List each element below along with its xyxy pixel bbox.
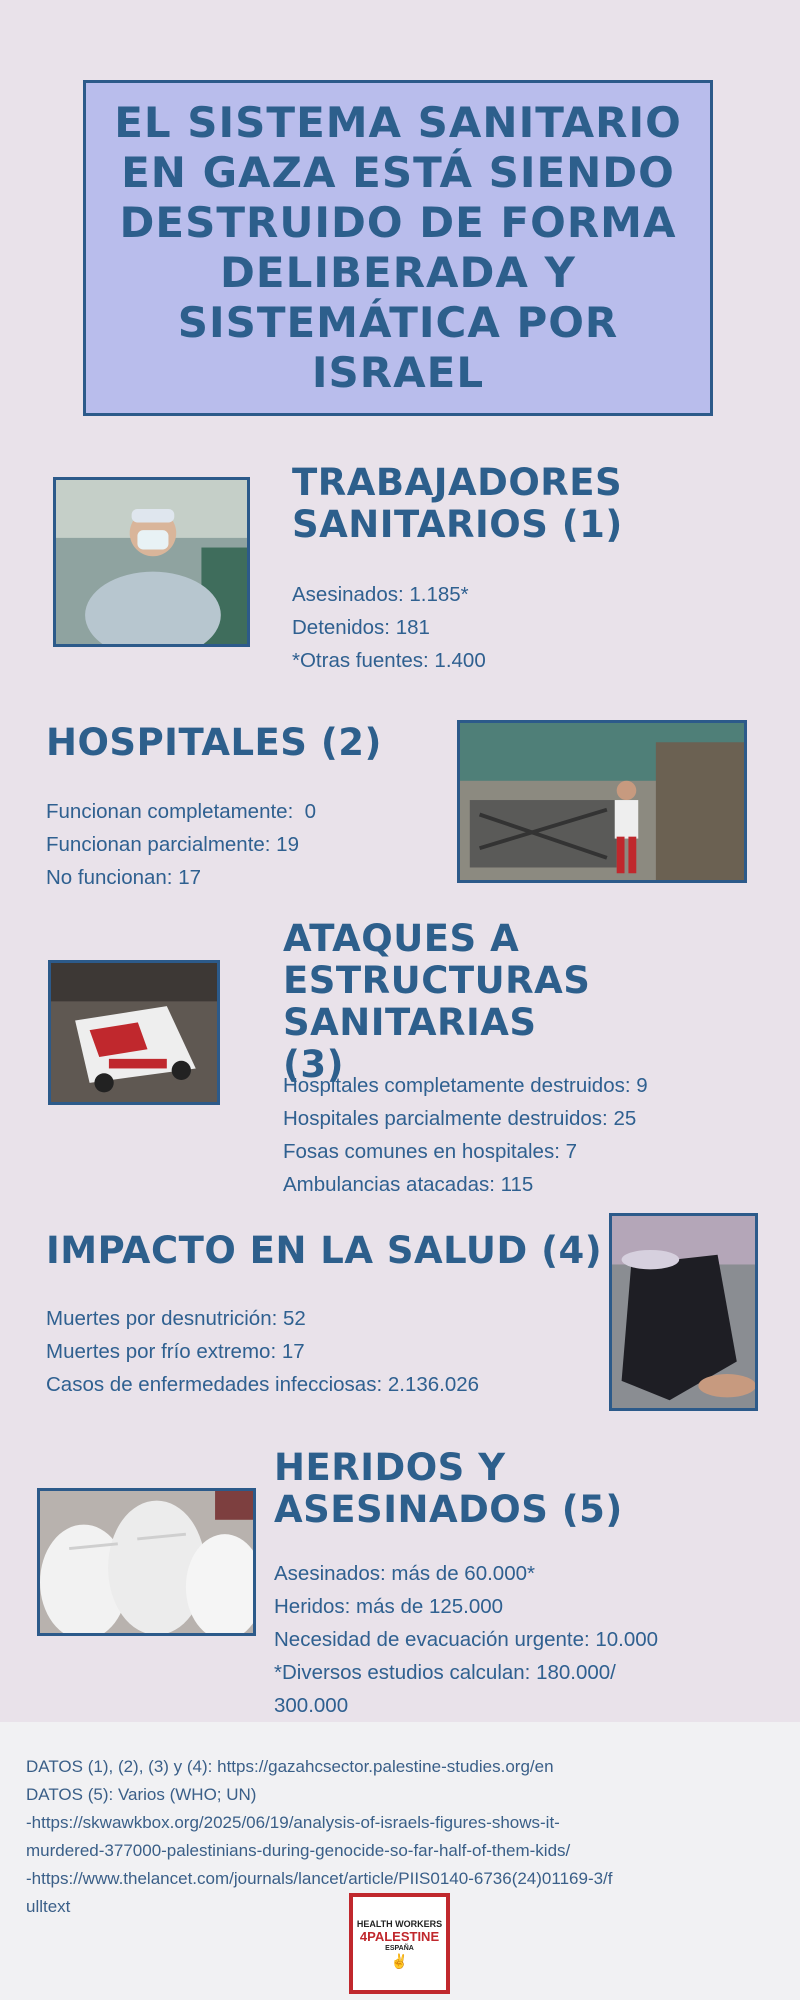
stat-item: Detenidos: 181 (292, 616, 430, 639)
shrouded-bodies-photo (37, 1488, 256, 1636)
stats-list-heridos (274, 1557, 658, 1722)
stat-item: Casos de enfermedades infecciosas: 2.136.026 (46, 1373, 480, 1396)
stat-item: Muertes por frío extremo: 17 (46, 1340, 305, 1363)
stat-item: Asesinados: 1.185* (292, 583, 469, 606)
health-worker-photo (53, 477, 250, 647)
stat-item: 300.000 (274, 1694, 349, 1717)
stat-item: Hospitales completamente destruidos: 9 (283, 1074, 648, 1097)
source-line: -https://www.thelancet.com/journals/lancet/article/PIIS0140-6736(24)01169-3/f (26, 1869, 613, 1888)
source-line: DATOS (1), (2), (3) y (4): https://gazahcsector.palestine-studies.org/en (26, 1757, 554, 1776)
injured-child-photo (609, 1213, 758, 1411)
source-line: murdered-377000-palestinians-during-genocide-so-far-half-of-them-kids/ (26, 1841, 571, 1860)
logo-line: 4PALESTINE (359, 1928, 440, 1944)
stat-item: No funcionan: 17 (46, 866, 202, 889)
stat-item: *Diversos estudios calculan: 180.000/ (274, 1661, 616, 1684)
source-line: DATOS (5): Varios (WHO; UN) (26, 1785, 257, 1804)
stat-item: Funcionan parcialmente: 19 (46, 833, 299, 856)
section-heading-ataques: ATAQUES A ESTRUCTURAS SANITARIAS (3) (283, 917, 591, 1086)
logo-line: ESPAÑA (385, 1944, 414, 1952)
stat-item: Hospitales parcialmente destruidos: 25 (283, 1107, 637, 1130)
stat-item: Heridos: más de 125.000 (274, 1595, 504, 1618)
destroyed-hospital-photo (457, 720, 747, 883)
source-line: ulltext (26, 1897, 71, 1916)
stats-list-ataques (283, 1069, 648, 1201)
section-heading-impacto: IMPACTO EN LA SALUD (4) (46, 1229, 603, 1272)
stat-item: *Otras fuentes: 1.400 (292, 649, 486, 672)
stat-item: Fosas comunes en hospitales: 7 (283, 1140, 577, 1163)
stats-list-impacto (46, 1302, 479, 1401)
stat-item: Muertes por desnutrición: 52 (46, 1307, 306, 1330)
stat-item: Necesidad de evacuación urgente: 10.000 (274, 1628, 659, 1651)
logo-line: HEALTH WORKERS (356, 1918, 443, 1929)
page-title: EL SISTEMA SANITARIO EN GAZA ESTÁ SIENDO DESTRUIDO DE FORMA DELIBERADA Y SISTEMÁTICA POR ISRAEL (114, 98, 682, 397)
stats-list-trabajadores (292, 578, 486, 677)
source-line: -https://skwawkbox.org/2025/06/19/analysis-of-israels-figures-shows-it- (26, 1813, 560, 1832)
stat-item: Ambulancias atacadas: 115 (283, 1173, 534, 1196)
section-heading-trabajadores: TRABAJADORES SANITARIOS (1) (292, 461, 623, 546)
health-workers-4-palestine-logo (349, 1893, 450, 1994)
peace-hand-icon: ✌ (390, 1952, 409, 1969)
stats-list-hospitales (46, 795, 316, 894)
destroyed-ambulance-photo (48, 960, 220, 1105)
stat-item: Funcionan completamente: 0 (46, 800, 317, 823)
section-heading-hospitales: HOSPITALES (2) (46, 721, 382, 764)
title-box (83, 80, 713, 416)
stat-item: Asesinados: más de 60.000* (274, 1562, 535, 1585)
section-heading-heridos: HERIDOS Y ASESINADOS (5) (274, 1446, 623, 1531)
